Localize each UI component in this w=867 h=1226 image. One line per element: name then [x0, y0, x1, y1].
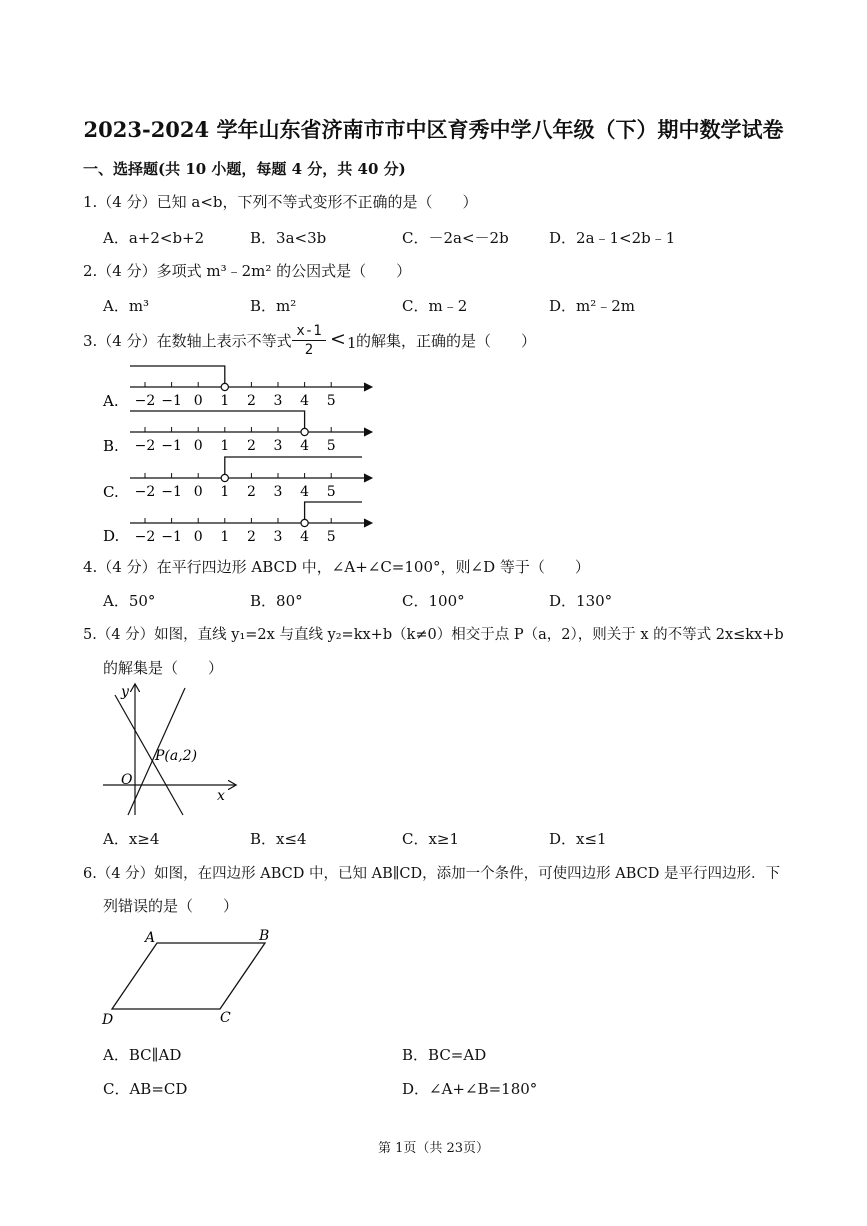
q5-x-label: x — [217, 788, 225, 804]
q4-option-a: A．50° — [103, 592, 156, 610]
q5-origin-label: O — [121, 772, 133, 788]
q3-d-open-circle — [301, 519, 308, 526]
question-6-stem-line2: 列错误的是（ ） — [103, 897, 239, 915]
q3-letter-a: A. — [103, 392, 119, 410]
q3-b-tick-label: 3 — [273, 438, 283, 454]
q3-d-tick-label: −1 — [161, 529, 182, 545]
q3-d-solution-ray — [305, 502, 362, 519]
q3-b-open-circle — [301, 428, 308, 435]
q3-c-tick-label: −1 — [161, 484, 182, 500]
q3-a-tick-label: 5 — [326, 393, 336, 409]
q5-y-label: y — [121, 684, 129, 700]
q3-a-tick-label: 1 — [220, 393, 230, 409]
q3-relation: < — [330, 328, 346, 350]
q3-d-tick-label: 4 — [300, 529, 310, 545]
q6-label-b: B — [259, 928, 270, 944]
q5-option-c: C．x≥1 — [402, 830, 460, 848]
question-2-stem: 2.（4 分）多项式 m³﹣2m² 的公因式是（ ） — [83, 262, 412, 280]
q3-a-tick-label: 0 — [193, 393, 203, 409]
q1-option-b: B．3a<3b — [250, 229, 327, 247]
q3-a-tick-label: 3 — [273, 393, 283, 409]
q3-b-tick-label: 0 — [193, 438, 203, 454]
q3-b-tick-label: 2 — [246, 438, 256, 454]
q3-a-tick-label: 2 — [246, 393, 256, 409]
q3-fraction-numerator: x-1 — [296, 323, 322, 339]
q5-point-label: P(a,2) — [155, 748, 198, 764]
q6-option-a: A．BC∥AD — [103, 1046, 182, 1064]
q3-b-tick-label: 5 — [326, 438, 336, 454]
q2-option-c: C．m﹣2 — [402, 297, 468, 315]
q3-b-tick-label: 1 — [220, 438, 230, 454]
q2-option-d: D．m²﹣2m — [549, 297, 636, 315]
q4-option-b: B．80° — [250, 592, 303, 610]
question-5-stem-line1: 5.（4 分）如图，直线 y₁=2x 与直线 y₂=kx+b（k≠0）相交于点 P（a，2），则关于 x 的不等式 2x≤kx+b — [83, 627, 784, 643]
q3-d-tick-label: 5 — [326, 529, 336, 545]
q3-c-tick-label: 0 — [193, 484, 203, 500]
question-5-stem-line2: 的解集是（ ） — [103, 659, 224, 677]
q6-option-c: C．AB=CD — [103, 1080, 188, 1098]
section-heading: 一、选择题(共 10 小题，每题 4 分，共 40 分) — [83, 160, 406, 178]
q3-a-tick-label: −2 — [134, 393, 156, 409]
page-footer: 第 1页（共 23页） — [377, 1141, 490, 1156]
q5-figure — [95, 680, 245, 820]
question-4-stem: 4.（4 分）在平行四边形 ABCD 中，∠A+∠C=100°，则∠D 等于（ ） — [83, 558, 590, 576]
q6-option-d: D．∠A+∠B=180° — [402, 1080, 538, 1098]
q3-letter-c: C. — [103, 483, 119, 501]
q3-d-tick-label: 0 — [193, 529, 203, 545]
q3-a-tick-label: 4 — [300, 393, 310, 409]
question-3-stem-pre: 3.（4 分）在数轴上表示不等式 — [83, 332, 292, 350]
q3-c-tick-label: 1 — [220, 484, 230, 500]
q3-c-tick-label: 2 — [246, 484, 256, 500]
q6-label-c: C — [220, 1010, 231, 1026]
q5-option-d: D．x≤1 — [549, 830, 607, 848]
q3-c-arrow — [364, 474, 372, 482]
q3-b-tick-label: 4 — [300, 438, 310, 454]
q3-d-tick-label: 1 — [220, 529, 230, 545]
question-1-stem: 1.（4 分）已知 a<b，下列不等式变形不正确的是（ ） — [83, 193, 478, 211]
q1-option-d: D．2a﹣1<2b﹣1 — [549, 229, 676, 247]
q3-b-tick-label: −1 — [161, 438, 182, 454]
q3-c-tick-label: −2 — [134, 484, 156, 500]
q3-c-solution-ray — [225, 457, 362, 474]
q6-figure — [95, 922, 285, 1032]
q6-parallelogram — [112, 943, 265, 1009]
q2-option-b: B．m² — [250, 297, 297, 315]
q3-c-tick-label: 4 — [300, 484, 310, 500]
q5-option-b: B．x≤4 — [250, 830, 307, 848]
q3-letter-b: B. — [103, 437, 119, 455]
q3-fraction-denominator: 2 — [292, 340, 326, 359]
question-3-stem-post: 的解集，正确的是（ ） — [356, 332, 537, 350]
q3-a-open-circle — [221, 383, 228, 390]
q3-letter-d: D. — [103, 527, 120, 545]
q6-label-d: D — [102, 1012, 114, 1028]
q3-d-arrow — [364, 519, 372, 527]
q1-option-c: C．－2a<－2b — [402, 229, 509, 247]
q3-rhs: 1 — [347, 334, 357, 352]
q3-b-arrow — [364, 428, 372, 436]
q3-d-tick-label: −2 — [134, 529, 156, 545]
q3-c-tick-label: 5 — [326, 484, 336, 500]
q6-option-b: B．BC=AD — [402, 1046, 487, 1064]
q1-option-a: A．a+2<b+2 — [103, 229, 205, 247]
q3-c-tick-label: 3 — [273, 484, 283, 500]
q3-b-solution-ray — [130, 411, 305, 428]
q6-label-a: A — [145, 930, 156, 946]
q3-a-arrow — [364, 383, 372, 391]
q3-c-open-circle — [221, 474, 228, 481]
q3-a-tick-label: −1 — [161, 393, 182, 409]
page-title: 2023-2024 学年山东省济南市市中区育秀中学八年级（下）期中数学试卷 — [83, 117, 784, 142]
q3-d-tick-label: 3 — [273, 529, 283, 545]
q4-option-d: D．130° — [549, 592, 613, 610]
q5-option-a: A．x≥4 — [103, 830, 160, 848]
q3-a-solution-ray — [130, 366, 225, 383]
q2-option-a: A．m³ — [103, 297, 150, 315]
question-6-stem-line1: 6.（4 分）如图，在四边形 ABCD 中，已知 AB∥CD，添加一个条件，可使四边形 ABCD 是平行四边形．下 — [83, 866, 780, 882]
q3-b-tick-label: −2 — [134, 438, 156, 454]
q4-option-c: C．100° — [402, 592, 465, 610]
q3-d-tick-label: 2 — [246, 529, 256, 545]
